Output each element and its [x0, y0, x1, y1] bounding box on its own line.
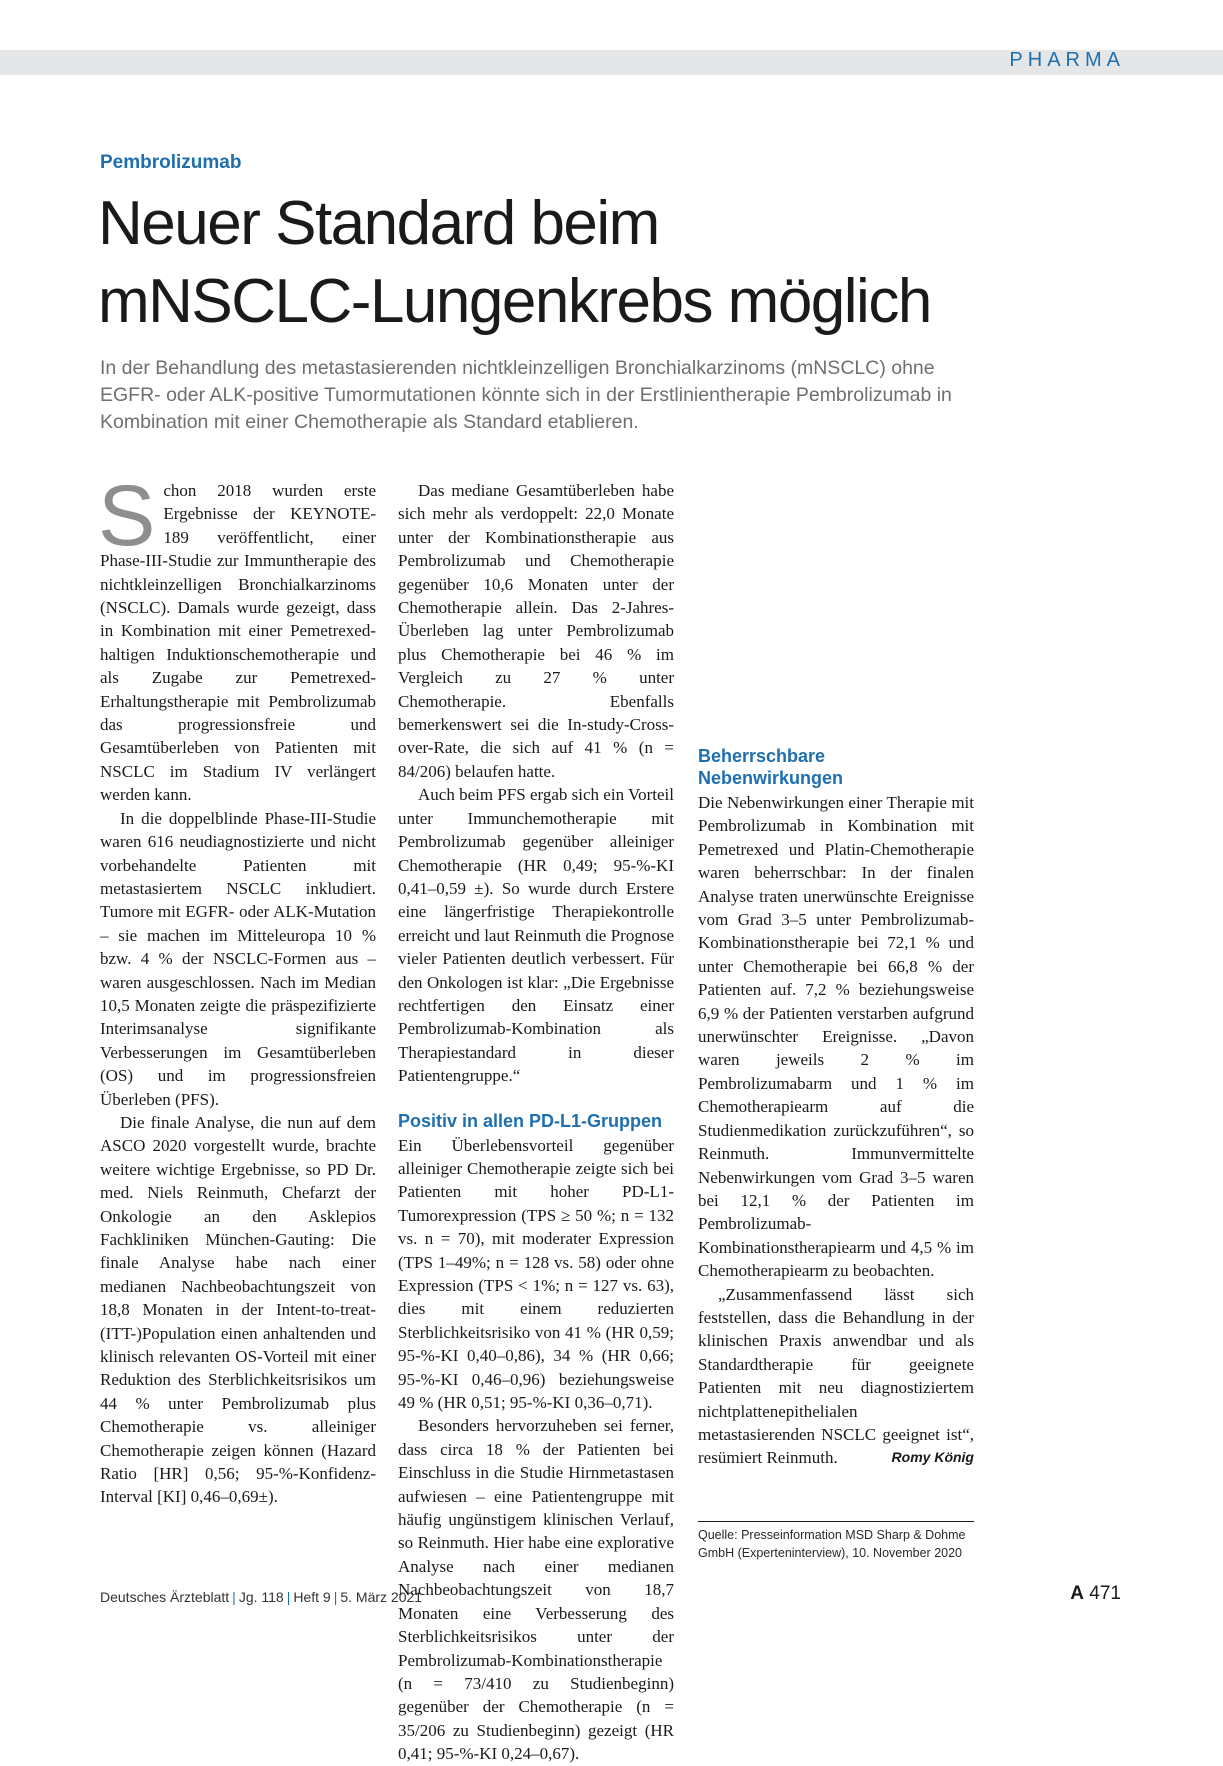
paragraph: [698, 1283, 974, 1470]
page-footer: [100, 1589, 422, 1605]
paragraph: In die doppelblinde Phase-III-Studie waren 616 neudiagnostizierte und nicht vorbehandelte Patienten mit metastasiertem NSCLC inkludiert. Tumore mit EGFR- oder ALK-Mutation – sie machen im Mitteleuropa 10 % bzw. 4 % der NSCLC-Formen aus – waren ausgeschlossen. Nach im Median 10,5 Monaten zeigte die präspezifizierte Interimsanalyse signifikante Verbesserungen im Gesamtüberleben (OS) und im progressionsfreien Überleben (PFS).: [100, 808, 376, 1109]
text-column-3-body: [698, 745, 974, 1470]
paragraph: [98, 468, 376, 807]
journal-name: Deutsches Ärzteblatt: [100, 1589, 230, 1605]
page-prefix: A: [1070, 1583, 1085, 1604]
text-column-2: [398, 479, 674, 1766]
journal-volume: Jg. 118: [238, 1589, 284, 1605]
footer-separator: |: [333, 1589, 338, 1605]
headline-line-2: mNSCLC-Lungenkrebs möglich: [98, 267, 931, 336]
article-kicker: Pembrolizumab: [100, 152, 242, 173]
author-byline: Romy König: [891, 1449, 974, 1466]
article-headline: [98, 185, 1138, 341]
paragraph: Ein Überlebensvorteil gegenüber alleiniger Chemotherapie zeigte sich bei Patienten mit hoher PD-L1-Tumorexpression (TPS ≥ 50 %; n = 132 vs. n = 70), mit moderater Expression (TPS 1–49%; n = 128 vs. 58) oder ohne Expression (TPS < 1%; n = 127 vs. 63), dies mit einem reduzierten Sterblichkeitsrisiko von 41 % (HR 0,59; 95-%-KI 0,40–0,86), 34 % (HR 0,66; 95-%-KI 0,46–0,96) beziehungsweise 49 % (HR 0,51; 95-%-KI 0,36–0,71).: [398, 1135, 674, 1413]
subheading: Beherrschbare Nebenwirkungen: [698, 746, 844, 788]
paragraph: Die finale Analyse, die nun auf dem ASCO 2020 vorgestellt wurde, brachte weitere wichtige Ergebnisse, so PD Dr. med. Niels Reinmuth, Chefarzt der Onkologie an den Asklepios Fachkliniken München-Gauting: Die finale Analyse habe nach einer medianen Nachbeobachtungszeit von 18,8 Monaten in der Intent-to-treat-(ITT-)Population einen anhaltenden und klinisch relevanten OS-Vorteil mit einer Reduktion des Sterblichkeitsrisikos um 44 % unter Pembrolizumab plus Chemotherapie vs. alleiniger Chemotherapie zeigen können (Hazard Ratio [HR] 0,56; 95-%-Konfidenz-Interval [KI] 0,46–0,69±).: [100, 1112, 376, 1507]
section-label: PHARMA: [1009, 49, 1125, 71]
page-number-value: 471: [1089, 1583, 1121, 1604]
journal-date: 5. März 2021: [340, 1589, 423, 1605]
article-lead: In der Behandlung des metastasierenden nichtkleinzelligen Bronchialkarzinoms (mNSCLC) ohne EGFR- oder ALK-positive Tumormutationen könnte sich in der Erstlinientherapie Pembrolizumab in Kombination mit einer Chemotherapie als Standard etablieren.: [100, 357, 952, 433]
paragraph-text: chon 2018 wurden erste Ergebnisse der KEYNOTE-189 veröffentlicht, einer Phase-III-Studie zur Immuntherapie des nichtkleinzelligen Bronchialkarzinoms (NSCLC). Damals wurde gezeigt, dass in Kombination mit einer Pemetrexed-haltigen Induktionschemotherapie und als Zugabe zur Pemetrexed-Erhaltungstherapie mit Pembrolizumab das progressionsfreie und Gesamtüberleben von Patienten mit NSCLC im Stadium IV verlängert werden kann.: [100, 481, 376, 805]
headline-line-1: Neuer Standard beim: [98, 189, 659, 258]
paragraph: Die Nebenwirkungen einer Therapie mit Pembrolizumab in Kombination mit Pemetrexed und Platin-Chemotherapie waren beherrschbar: In der finalen Analyse traten unerwünschte Ereignisse vom Grad 3–5 unter Pembrolizumab-Kombinationstherapie bei 72,1 % und unter Chemotherapie bei 66,8 % der Patienten auf. 7,2 % beziehungsweise 6,9 % der Patienten verstarben aufgrund unerwünschter Ereignisse. „Davon waren jeweils 2 % im Pembrolizumabarm und 1 % im Chemotherapiearm auf die Studienmedikation zurückzuführen“, so Reinmuth. Immunvermittelte Nebenwirkungen vom Grad 3–5 waren bei 12,1 % der Patienten im Pembrolizumab-Kombinationstherapiearm und 4,5 % im Chemotherapiearm zu beobachten.: [698, 793, 974, 1281]
paragraph-text: „Zusammenfassend lässt sich feststellen, dass die Behandlung in der klinischen Praxis anwendbar und als Standardtherapie für geeignete Patienten mit neu diagnostiziertem nichtplattenepithelialen metastasierenden NSCLC geeignet ist“, resümiert Reinmuth.: [698, 1284, 974, 1468]
subheading: Positiv in allen PD-L1-Gruppen: [398, 1110, 663, 1131]
text-column-1: [98, 468, 376, 1509]
paragraph: Das mediane Gesamtüberleben habe sich mehr als verdoppelt: 22,0 Monate unter der Kombinationstherapie aus Pembrolizumab und Chemotherapie gegenüber 10,6 Monaten unter der Chemotherapie allein. Das 2-Jahres-Überleben lag unter Pembrolizumab plus Chemotherapie bei 46 % im Vergleich zu 27 % unter Chemotherapie. Ebenfalls bemerkenswert sei die In-study-Cross-over-Rate, die sich auf 41 % (n = 84/206) belaufen hatte.: [398, 481, 674, 781]
source-note: Quelle: Presseinformation MSD Sharp & Dohme GmbH (Experteninterview), 10. November 2020: [698, 1521, 974, 1562]
drop-cap: S: [98, 468, 156, 564]
footer-separator: |: [286, 1589, 291, 1605]
paragraph: Auch beim PFS ergab sich ein Vorteil unter Immunchemotherapie mit Pembrolizumab gegenüber alleiniger Chemotherapie (HR 0,49; 95-%-KI 0,41–0,59 ±). So wurde durch Erstere eine längerfristige Therapiekontrolle erreicht und laut Reinmuth die Prognose vieler Patienten deutlich verbessert. Für den Onkologen ist klar: „Die Ergebnisse rechtfertigen den Einsatz einer Pembrolizumab-Kombination als Therapiestandard in dieser Patientengruppe.“: [398, 785, 674, 1086]
footer-separator: |: [232, 1589, 236, 1605]
journal-issue: Heft 9: [293, 1589, 331, 1605]
page-number: [1070, 1583, 1121, 1605]
paragraph: Besonders hervorzuheben sei ferner, dass circa 18 % der Patienten bei Einschluss in die Studie Hirnmetastasen aufwiesen – eine Patientengruppe mit häufig ungünstigem klinischen Verlauf, so Reinmuth. Hier habe eine explorative Analyse nach einer medianen Nachbeobachtungszeit von 18,7 Monaten eine Verbesserung des Sterblichkeitsrisikos unter der Pembrolizumab-Kombinationstherapie (n = 73/410 zu Studienbeginn) gegenüber der Chemotherapie (n = 35/206 zu Studienbeginn) gezeigt (HR 0,41; 95-%-KI 0,24–0,67).: [398, 1416, 674, 1764]
